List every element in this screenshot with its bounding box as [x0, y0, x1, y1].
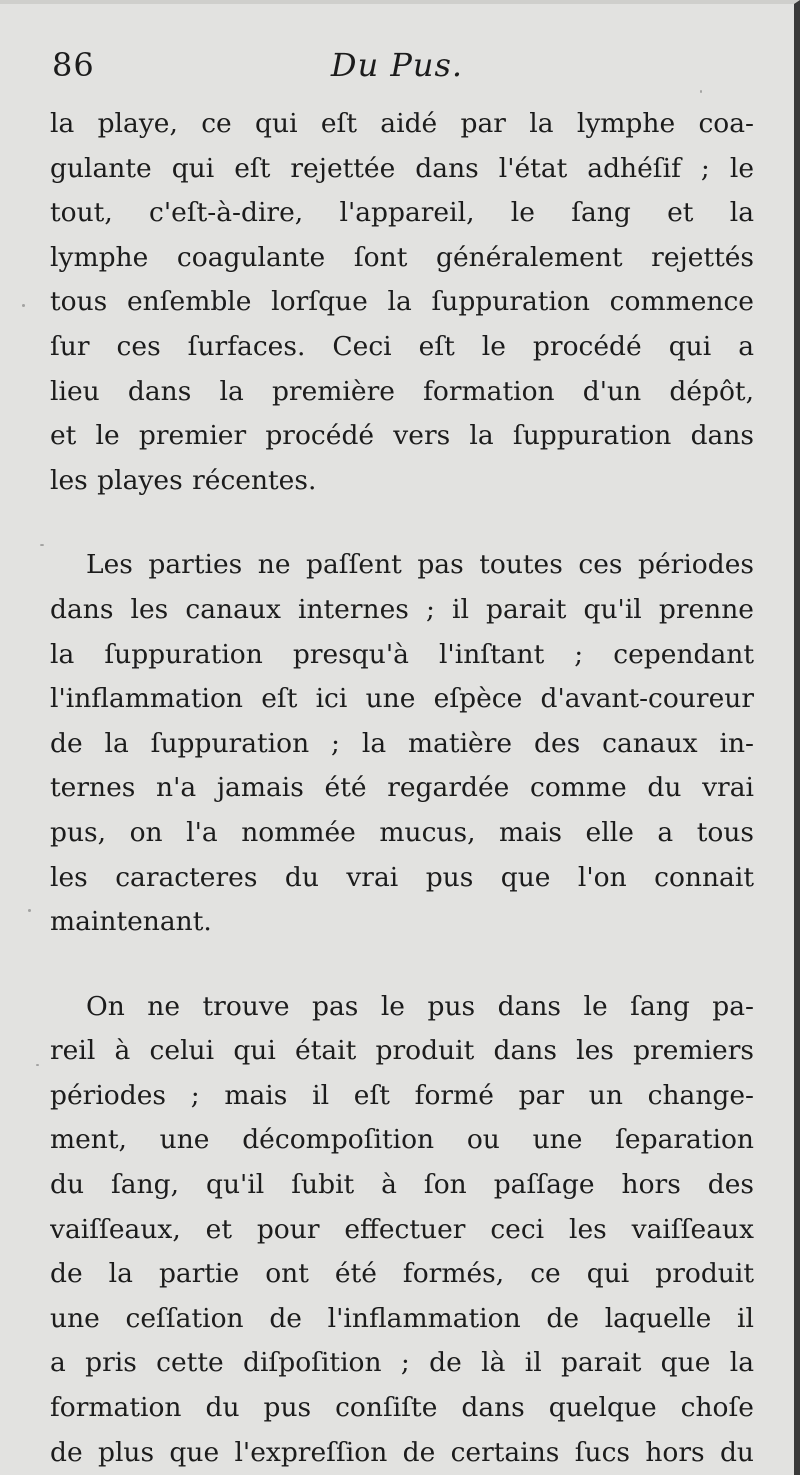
paragraph-gap — [50, 945, 754, 985]
paper-speck — [36, 1064, 39, 1066]
text-line: maintenant. — [50, 906, 212, 938]
text-line: les caracteres du vrai pus que l'on connait — [50, 861, 754, 893]
paper-speck — [22, 304, 25, 307]
text-line: lieu dans la première formation d'un dépôt, — [50, 375, 754, 407]
text-line: de la partie ont été formés, ce qui produit — [50, 1258, 754, 1290]
text-line: dans les canaux internes ; il parait qu'il prenne — [50, 593, 754, 625]
text-line: Les parties ne paſſent pas toutes ces périodes — [86, 549, 754, 581]
page-number: 86 — [52, 46, 95, 84]
paper-speck — [28, 909, 31, 912]
paragraph-2 — [50, 543, 754, 944]
body-text — [50, 102, 754, 1475]
paragraph-gap — [50, 503, 754, 543]
text-line: de la ſuppuration ; la matière des canaux in- — [50, 727, 754, 759]
text-line: les playes récentes. — [50, 464, 317, 496]
page-header — [52, 46, 742, 96]
text-line: reil à celui qui était produit dans les premiers — [50, 1035, 754, 1067]
text-line: l'inflammation eſt ici une eſpèce d'avant-coureur — [50, 683, 754, 715]
text-line: ment, une décompoſition ou une ſeparation — [50, 1124, 754, 1156]
running-title: Du Pus. — [330, 46, 464, 84]
text-line: ſur ces ſurfaces. Ceci eſt le procédé qui a — [50, 330, 754, 362]
text-line: formation du pus conſiſte dans quelque choſe — [50, 1392, 754, 1424]
paragraph-3 — [50, 985, 754, 1475]
text-line: du ſang, qu'il ſubit à ſon paſſage hors des — [50, 1169, 754, 1201]
text-line: de plus que l'expreſſion de certains ſucs hors du — [50, 1436, 754, 1468]
text-line: une ceſſation de l'inflammation de laquelle il — [50, 1302, 754, 1334]
text-line: vaiſſeaux, et pour effectuer ceci les vaiſſeaux — [50, 1213, 754, 1245]
paper-speck — [40, 544, 44, 546]
text-line: pus, on l'a nommée mucus, mais elle a tous — [50, 816, 754, 848]
text-line: On ne trouve pas le pus dans le ſang pa- — [86, 990, 754, 1022]
text-line: tous enſemble lorſque la ſuppuration commence — [50, 286, 754, 318]
text-line: la ſuppuration presqu'à l'inſtant ; cependant — [50, 638, 754, 670]
text-line: et le premier procédé vers la ſuppuration dans — [50, 420, 754, 452]
paper-speck — [700, 90, 702, 93]
text-line: tout, c'eſt-à-dire, l'appareil, le ſang et la — [50, 197, 754, 229]
paragraph-1 — [50, 102, 754, 503]
text-line: périodes ; mais il eſt formé par un change- — [50, 1079, 754, 1111]
text-line: lymphe coagulante ſont généralement rejettés — [50, 241, 754, 273]
text-line: ternes n'a jamais été regardée comme du vrai — [50, 772, 754, 804]
text-line: la playe, ce qui eſt aidé par la lymphe coa- — [50, 108, 754, 139]
text-line: a pris cette diſpoſition ; de là il parait que la — [50, 1347, 754, 1379]
text-line: gulante qui eſt rejettée dans l'état adhéſif ; le — [50, 152, 754, 184]
